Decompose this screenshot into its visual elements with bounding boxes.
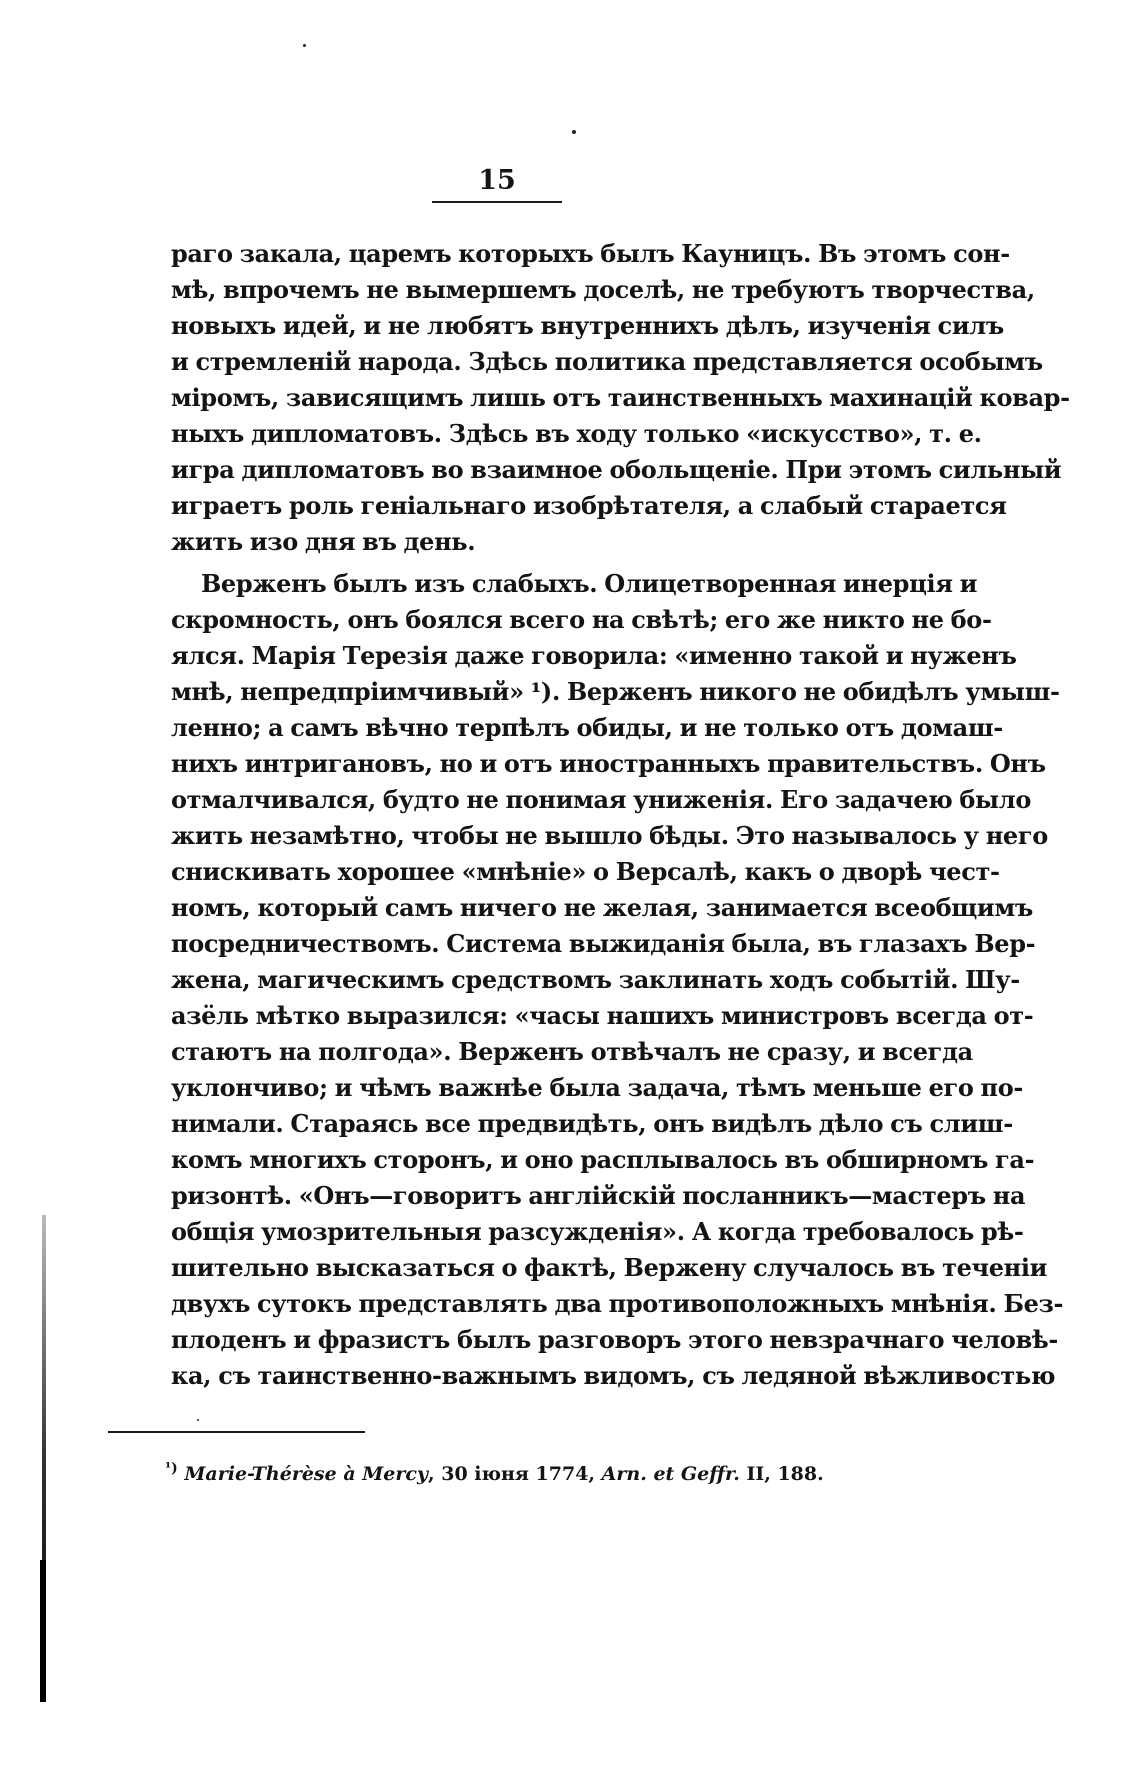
text-line-paragraph-end: жить изо дня въ день. bbox=[171, 527, 476, 556]
text-line: общія умозрительныя разсужденія». А когда требовалось рѣ- bbox=[171, 1217, 1024, 1246]
text-line: ка, съ таинственно-важнымъ видомъ, съ ледяной вѣжливостью bbox=[171, 1361, 1056, 1390]
text-line: снискивать хорошее «мнѣніе» о Версалѣ, какъ о дворѣ чест- bbox=[171, 857, 1000, 886]
text-line: нихъ интригановъ, но и отъ иностранныхъ правительствъ. Онъ bbox=[171, 749, 1046, 778]
text-line: шительно высказаться о фактѣ, Вержену случалось въ теченіи bbox=[171, 1253, 1048, 1282]
text-line: номъ, который самъ ничего не желая, занимается всеобщимъ bbox=[171, 893, 1033, 922]
footnote-marker: ¹) bbox=[165, 1460, 178, 1477]
footnote-reference: II, 188. bbox=[739, 1463, 824, 1485]
text-line: новыхъ идей, и не любятъ внутреннихъ дѣлъ, изученія силъ bbox=[171, 311, 1004, 340]
body-text bbox=[171, 236, 1070, 1394]
text-line: раго закала, царемъ которыхъ былъ Кауницъ. Въ этомъ сон- bbox=[171, 239, 1010, 268]
text-line: стаютъ на полгода». Верженъ отвѣчалъ не сразу, и всегда bbox=[171, 1037, 973, 1066]
text-line: ленно; а самъ вѣчно терпѣлъ обиды, и не только отъ домаш- bbox=[171, 713, 1003, 742]
text-line: жить незамѣтно, чтобы не вышло бѣды. Это называлось у него bbox=[171, 821, 1048, 850]
text-line: уклончиво; и чѣмъ важнѣе была задача, тѣмъ меньше его по- bbox=[171, 1073, 1024, 1102]
text-line: ризонтѣ. «Онъ—говоритъ англійскій посланникъ—мастеръ на bbox=[171, 1181, 1026, 1210]
binding-edge-shadow bbox=[40, 1560, 46, 1702]
text-line: комъ многихъ сторонъ, и оно расплывалось въ обширномъ га- bbox=[171, 1145, 1035, 1174]
text-line: мѣ, впрочемъ не вымершемъ доселѣ, не требуютъ творчества, bbox=[171, 275, 1035, 304]
text-line-paragraph-start: Верженъ былъ изъ слабыхъ. Олицетворенная инерція и bbox=[201, 569, 978, 598]
text-line: отмалчивался, будто не понимая униженія. Его задачею было bbox=[171, 785, 1031, 814]
page-speck bbox=[303, 44, 306, 47]
text-line: игра дипломатовъ во взаимное обольщеніе. При этомъ сильный bbox=[171, 455, 1062, 484]
text-line: двухъ сутокъ представлять два противоположныхъ мнѣнія. Без- bbox=[171, 1289, 1064, 1318]
footnote bbox=[165, 1460, 824, 1488]
text-line: ялся. Марія Терезія даже говорила: «именно такой и нуженъ bbox=[171, 641, 1017, 670]
text-line: мнѣ, непредпріимчивый» ¹). Верженъ никого не обидѣлъ умыш- bbox=[171, 677, 1060, 706]
text-line: играетъ роль геніальнаго изобрѣтателя, а слабый старается bbox=[171, 491, 1007, 520]
page-number-rule bbox=[432, 201, 562, 203]
text-line: жена, магическимъ средствомъ заклинать ходъ событій. Шу- bbox=[171, 965, 1020, 994]
text-line: нимали. Стараясь все предвидѣть, онъ видѣлъ дѣло съ слиш- bbox=[171, 1109, 1013, 1138]
footnote-rule bbox=[108, 1431, 365, 1433]
text-line: ныхъ дипломатовъ. Здѣсь въ ходу только «искусство», т. е. bbox=[171, 419, 982, 448]
page-speck bbox=[572, 130, 576, 134]
text-line: азёль мѣтко выразился: «часы нашихъ министровъ всегда от- bbox=[171, 1001, 1034, 1030]
page-speck bbox=[197, 1419, 199, 1421]
footnote-author: Marie-Thérèse à Mercy bbox=[184, 1463, 428, 1485]
text-line: плоденъ и фразистъ былъ разговоръ этого невзрачнаго человѣ- bbox=[171, 1325, 1059, 1354]
footnote-source: Arn. et Geffr. bbox=[601, 1463, 740, 1485]
text-line: и стремленій народа. Здѣсь политика представляется особымъ bbox=[171, 347, 1043, 376]
text-line: міромъ, зависящимъ лишь отъ таинственныхъ махинацій ковар- bbox=[171, 383, 1070, 412]
page-number: 15 bbox=[478, 165, 516, 196]
text-line: скромность, онъ боялся всего на свѣтѣ; его же никто не бо- bbox=[171, 605, 992, 634]
text-line: посредничествомъ. Система выжиданія была, въ глазахъ Вер- bbox=[171, 929, 1036, 958]
footnote-date: , 30 іюня 1774, bbox=[428, 1463, 602, 1485]
